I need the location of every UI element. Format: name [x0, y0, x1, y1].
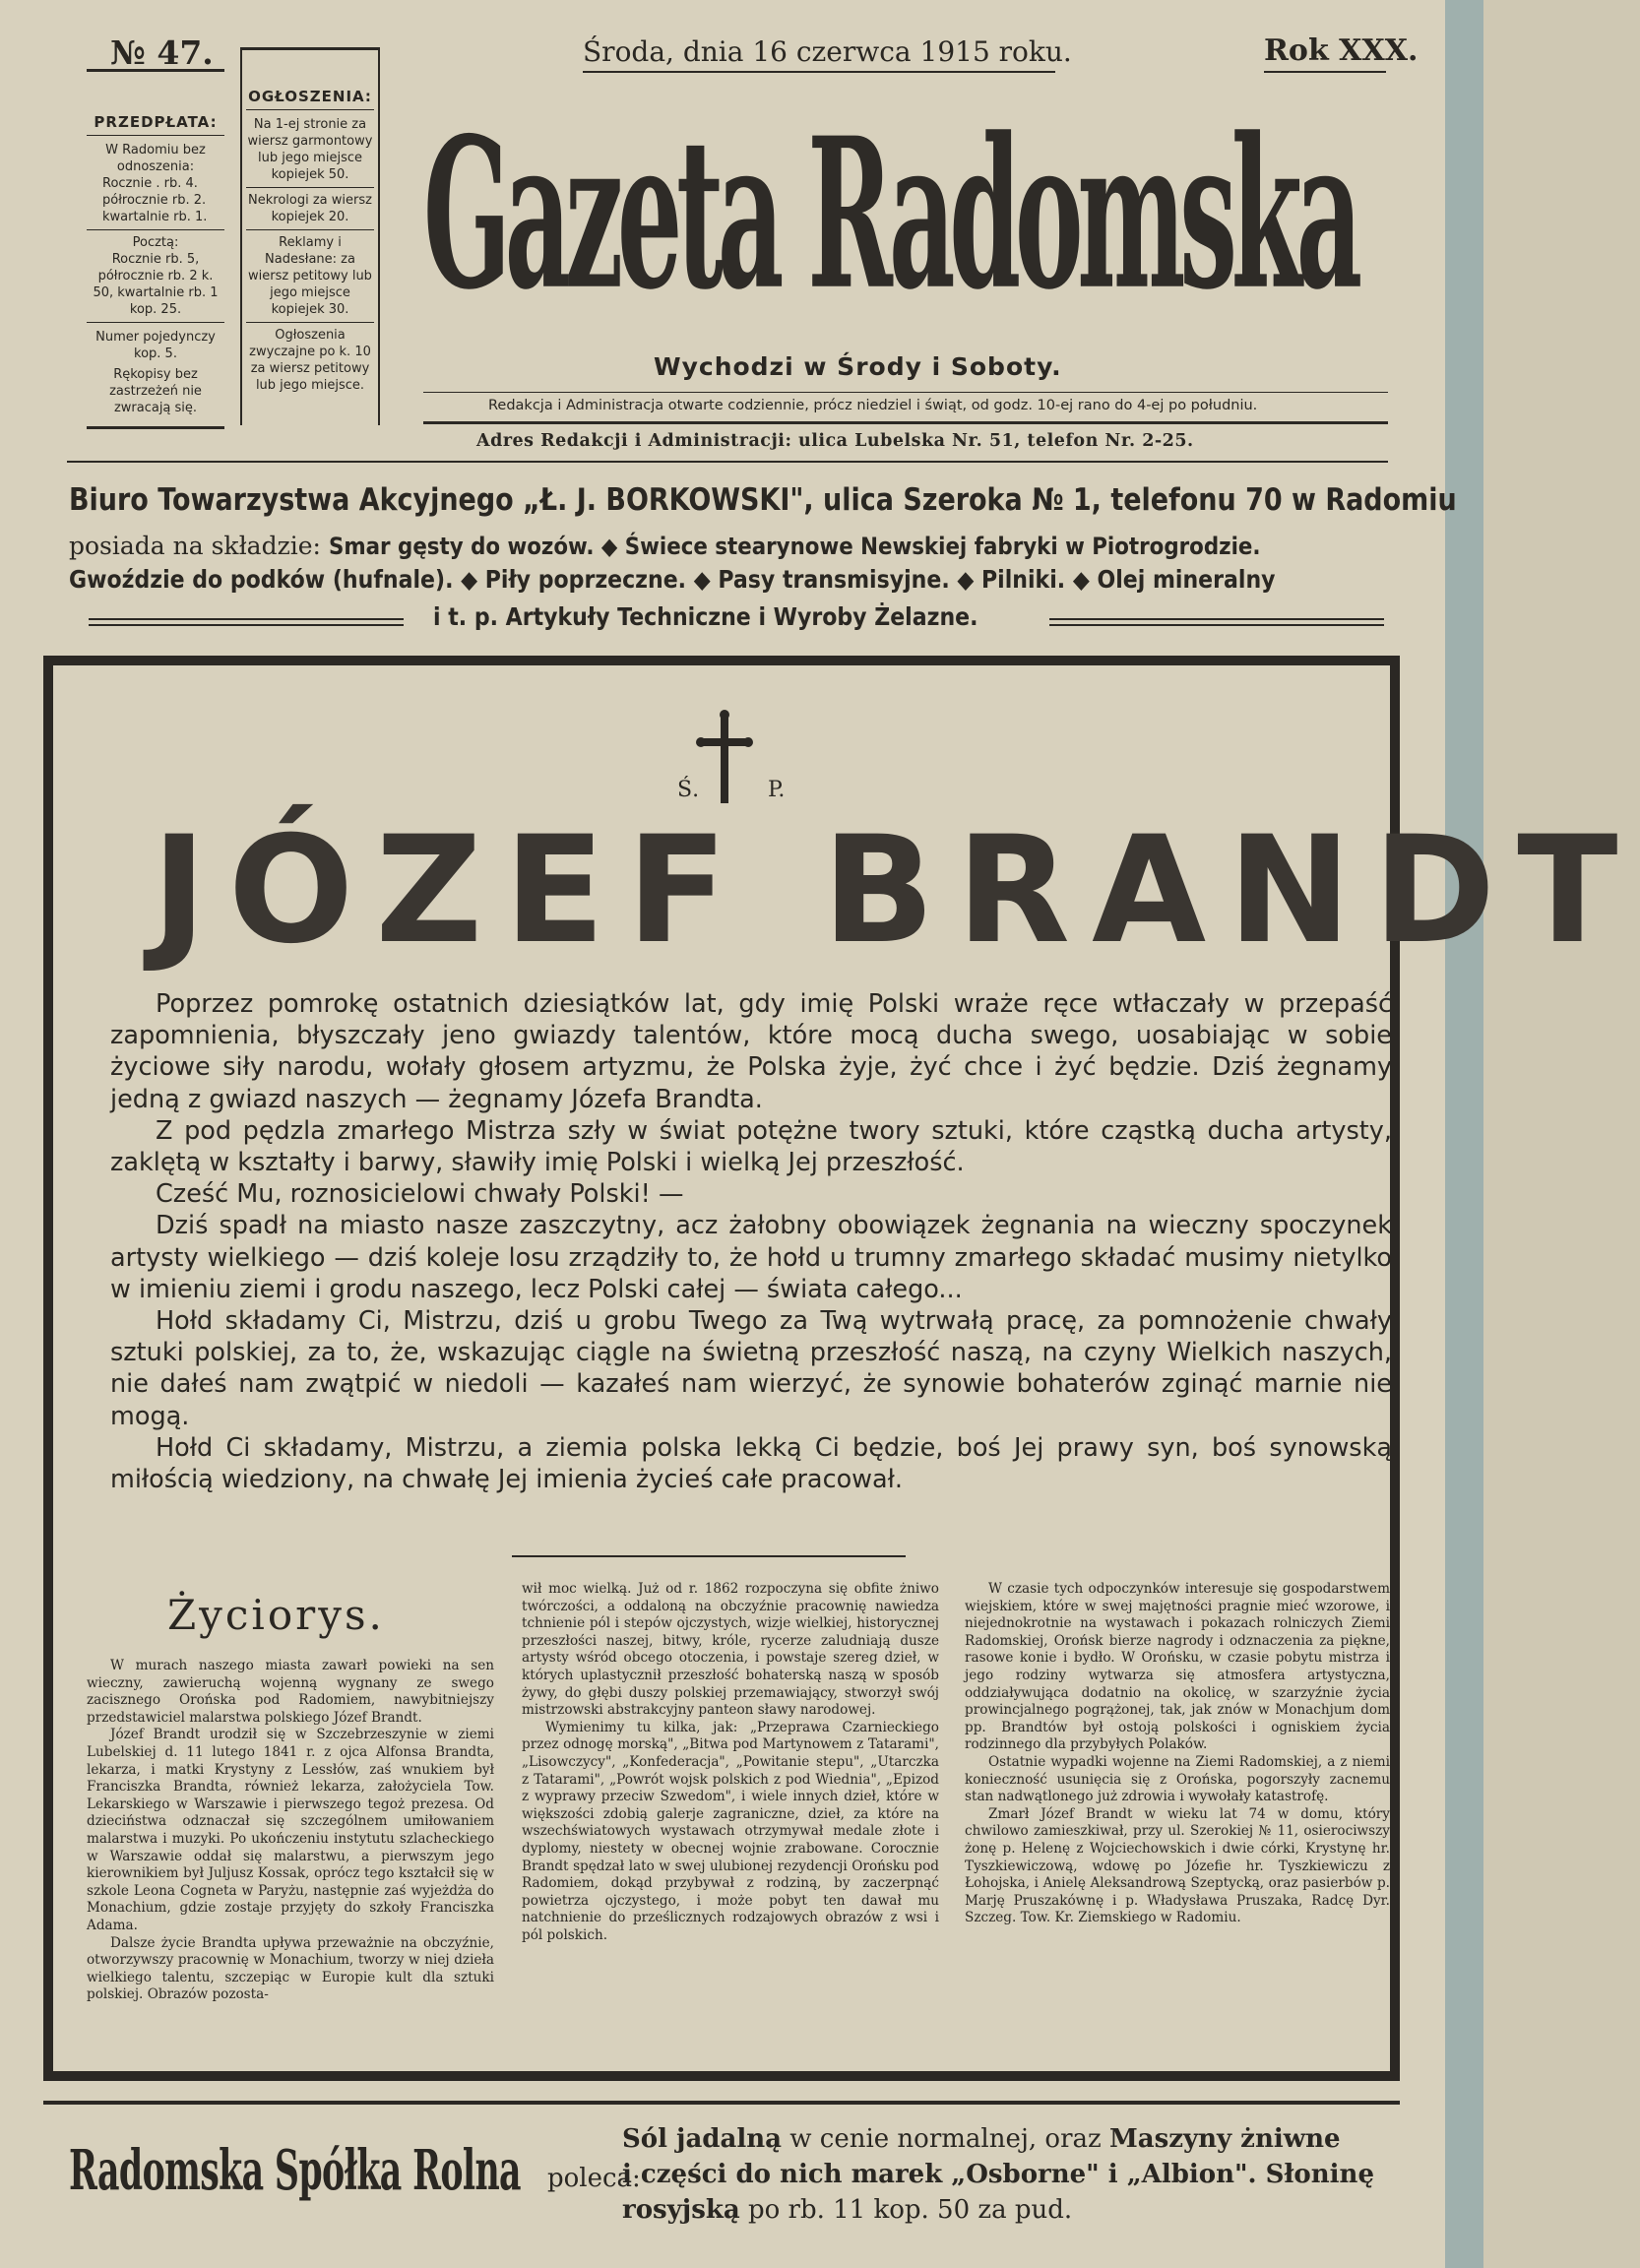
obituary-paragraph: Hołd Ci składamy, Mistrzu, a ziemia polska lekką Ci będzie, boś Jej prawy syn, boś synowską miłością wiedziony, na chwałę Jej imienia życieś całe pracował. — [110, 1432, 1392, 1495]
office-hours: Redakcja i Administracja otwarte codziennie, prócz niedziel i świąt, od godz. 10-ej rano do 4-ej po południu. — [488, 398, 1258, 413]
obituary-paragraph: Z pod pędzla zmarłego Mistrza szły w świat potężne twory sztuki, które cząstką ducha artysty, zaklętą w kształty i barwy, sławiły imię Polski i wielką Jej przeszłość. — [110, 1115, 1392, 1178]
obituary-paragraph: Hołd składamy Ci, Mistrzu, dziś u grobu Twego za Twą wytrwałą pracę, za pomnożenie chwały sztuki polskiej, za to, że, wskazując ciągle na świetną przeszłość naszą, na czyny Wielkich naszych, nie dałeś nam zwątpić w niedoli — kazałeś nam wierzyć, że synowie bohaterów zginąć marnie nie mogą. — [110, 1306, 1392, 1431]
biography-paragraph: W murach naszego miasta zawarł powieki na sen wieczny, zawieruchą wojenną wygnany ze swego zacisznego Orońska pod Radomiem, nawybitniejszy przedstawiciel malarstwa polskiego Józef Brandt. — [87, 1658, 494, 1726]
subscription-title: PRZEDPŁATA: — [87, 113, 224, 136]
footer-price-note: w cenie normalnej, oraz — [789, 2124, 1102, 2154]
borkowski-ad-line-3: Gwoździe do podków (hufnale). ◆ Piły poprzeczne. ◆ Pasy transmisyjne. ◆ Pilniki. ◆ Olej mineralny — [69, 565, 1276, 594]
footer-ad-line-1 — [622, 2124, 1341, 2154]
issue-date: Środa, dnia 16 czerwca 1915 roku. — [583, 35, 1072, 68]
biography-paragraph: Dalsze życie Brandta upływa przeważnie na obczyźnie, otworzywszy pracownię w Monachium, tworzy w niej dzieła wielkiego talentu, szczepiąc w Europie kult dla sztuki polskiej. Obrazów pozosta- — [87, 1934, 494, 2003]
scan-edge — [1445, 0, 1483, 2268]
footer-recommends: poleca: — [547, 2164, 641, 2193]
ads-title: OGŁOSZENIA: — [246, 88, 374, 110]
biography-paragraph: Józef Brandt urodził się w Szczebrzeszynie w ziemi Lubelskiej d. 11 lutego 1841 r. z ojca Alfonsa Brandta, lekarza, i matki Krystyny z Lessłów, zaś wnukiem był Franciszka Brandta, również lekarza, założyciela Tow. Lekarskiego w Warszawie i pierwszego tegoż prezesa. Od dzieciństwa odznaczał się szczególnem umiłowaniem malarstwa i muzyki. Po ukończeniu instytutu szlacheckiego w Warszawie oddał się malarstwu, a pierwszym jego kierownikiem był Juljusz Kossak, oprócz tego kształcił się w szkole Leona Cogneta w Paryżu, następnie zaś wyjeżdża do Monachium, gdzie zostaje przyjęty do szkoły Franciszka Adama. — [87, 1727, 494, 1933]
obituary-text — [110, 988, 1392, 1495]
borkowski-ad-line-4: i t. p. Artykuły Techniczne i Wyroby Żelazne. — [433, 602, 978, 631]
borkowski-ad-lead: posiada na składzie: — [69, 532, 321, 560]
borkowski-ad-line-2 — [69, 532, 1375, 560]
subscription-radom-line-3: kwartalnie rb. 1. — [87, 209, 224, 230]
footer-salt: Sól jadalną — [622, 2124, 782, 2154]
biography-paragraph: Wymienimy tu kilka, jak: „Przeprawa Czarnieckiego przez odnogę morską", „Bitwa pod Martynowem z Tatarami", „Lisowczycy", „Konfederacja", „Powitanie stepu", „Utarczka z Tatarami", „Powrót wojsk polskich z pod Wiednia", „Epizod z wyprawy przeciw Szwedom", i wiele innych dzieł, które w większości zdobią galerje zagraniczne, dzieł, za które na wszechświatowych wystawach otrzymywał medale złote i dyplomy, niestety w obecnej wojnie zrabowane. Corocznie Brandt spędzał lato w swej ulubionej rezydencji Orońsku pod Radomiem, dokąd przybywał z rodziną, by zaczerpnąć powietrza ojczystego, i może pobyt ten dawał mu natchnienie do prześlicznych rodzajowych obrazów z wsi i pól polskich. — [522, 1719, 939, 1943]
sp-left: Ś. — [677, 778, 700, 802]
obituary-paragraph: Cześć Mu, roznosicielowi chwały Polski! — — [156, 1179, 684, 1210]
editorial-address: Adres Redakcji i Administracji: ulica Lubelska Nr. 51, telefon Nr. 2-25. — [476, 431, 1194, 451]
cross-icon — [695, 709, 754, 807]
obituary-paragraph: Dziś spadł na miasto nasze zaszczytny, acz żałobny obowiązek żegnania na wieczny spoczynek artysty wielkiego — dziś koleje losu zrządziły to, że hołd u trumny zmarłego składać musimy nietylko w imieniu ziemi i grodu naszego, lecz Polski całej — świata całego... — [110, 1211, 1392, 1304]
ads-price-box — [240, 47, 380, 425]
sp-right: P. — [768, 778, 786, 802]
footer-bacon-price: po rb. 11 kop. 50 za pud. — [747, 2195, 1073, 2225]
manuscripts-note: Rękopisy bez zastrzeżeń nie zwracają się. — [109, 367, 202, 415]
footer-bacon: rosyjską — [622, 2195, 740, 2225]
ads-first-page: Na 1-ej stronie za wiersz garmontowy lub jego miejsce kopiejek 50. — [246, 116, 374, 188]
obituary-paragraph: Poprzez pomrokę ostatnich dziesiątków lat, gdy imię Polski wraże ręce wtłaczały w przepaść zapomnienia, błyszczały jeno gwiazdy talentów, które mocą ducha swego, uosabiając w sobie życiowe siły narodu, wołały głosem artyzmu, że Polska żyje, żyć chce i żyć będzie. Dziś żegnamy jedną z gwiazd naszych — żegnamy Józefa Brandta. — [110, 989, 1392, 1114]
footer-machines: Maszyny żniwne — [1108, 2124, 1341, 2154]
volume-label: Rok XXX. — [1264, 33, 1419, 68]
biography-paragraph: wił moc wielką. Już od r. 1862 rozpoczyna się obfite żniwo twórczości, a oddaloną na obczyźnie pracownię nawiedza tchnienie pól i stepów ojczystych, wizje wielkiej, historycznej przeszłości naszej, bitwy, króle, rycerze zaludniają dusze artysty wśród obcego otoczenia, i powstaje szereg dzieł, w których uplastycznił przeszłość bohaterską naszą w sposób żywy, do głębi duszy polskiej przemawiający, stworzył swój mistrzowski abstrakcyjny panteon sławy narodowej. — [522, 1581, 939, 1719]
deceased-name: JÓZEF BRANDT — [152, 805, 1640, 976]
subscription-post-text: Rocznie rb. 5, półrocznie rb. 2 k. 50, kwartalnie rb. 1 kop. 25. — [87, 251, 224, 323]
footer-ad-line-3 — [622, 2195, 1072, 2225]
biography-paragraph: Zmarł Józef Brandt w wieku lat 74 w domu, który chwilowo zamieszkiwał, przy ul. Szerokiej № 11, osierociwszy żonę p. Helenę z Wojciechowskich i dwie córki, Krystynę hr. Tyszkiewiczową, wdowę po Józefie hr. Tyszkiewiczu z Łohojska, i Anielę Aleksandrową Szeptycką, oraz pasierbów p. Marję Pruszakównę i p. Władysława Pruszaka, Radcę Dyr. Szczeg. Tow. Kr. Ziemskiego w Radomiu. — [965, 1805, 1390, 1926]
subscription-radom-head: W Radomiu bez odnoszenia: — [105, 143, 206, 174]
biography-column-2 — [522, 1581, 939, 1944]
biography-paragraph: W czasie tych odpoczynków interesuje się gospodarstwem wiejskiem, które w swej majętności pragnie mieć wzorowe, i niejednokrotnie na wystawach i pokazach rolniczych Ziemi Radomskiej, Orońsk bierze nagrody i odznaczenia za piękne, rasowe konie i bydło. W Orońsku, w czasie pobytu mistrza i jego rodziny wytwarza się atmosfera artystyczna, oddziaływująca dodatnio na okolicę, w szarzyźnie życia prowincjalnego pogrążonej, tak, jak znów w Monachjum dom pp. Brandtów był ostoją polskości i ogniskiem życia rodzinnego dla przybyłych Polaków. — [965, 1581, 1390, 1753]
masthead-subtitle: Wychodzi w Środy i Soboty. — [654, 352, 1062, 381]
subscription-radom-line-2: półrocznie rb. 2. — [102, 193, 207, 208]
single-issue-price: Numer pojedynczy kop. 5. — [95, 330, 216, 361]
biography-column-1 — [87, 1658, 494, 2004]
borkowski-ad-products-1: Smar gęsty do wozów. ◆ Świece stearynowe Newskiej fabryki w Piotrogrodzie. — [328, 533, 1261, 560]
footer-ad-line-2: i części do nich marek „Osborne" i „Albion". Słoninę — [622, 2160, 1375, 2189]
biography-heading: Życiorys. — [167, 1591, 385, 1639]
borkowski-ad-line-1: Biuro Towarzystwa Akcyjnego „Ł. J. BORKOWSKI", ulica Szeroka № 1, telefonu 70 w Radomiu — [69, 482, 1457, 518]
ads-notices: Reklamy i Nadesłane: za wiersz petitowy lub jego miejsce kopiejek 30. — [246, 234, 374, 323]
biography-paragraph: Ostatnie wypadki wojenne na Ziemi Radomskiej, a z niemi konieczność usunięcia się z Orońska, pogorszyły zacnemu stan nadwątlonego już zdrowia i wywołały katastrofę. — [965, 1753, 1390, 1805]
subscription-box — [87, 69, 224, 429]
ads-obituaries: Nekrologi za wiersz kopiejek 20. — [246, 192, 374, 230]
subscription-post-head: Pocztą: — [132, 235, 179, 250]
subscription-radom-line-1: Rocznie . rb. 4. — [102, 176, 198, 191]
footer-company-name: Radomska Spółka Rolna — [69, 2138, 521, 2203]
masthead-title: Gazeta Radomska — [423, 92, 1356, 336]
issue-number: № 47. — [110, 33, 214, 72]
ads-ordinary: Ogłoszenia zwyczajne po k. 10 za wiersz petitowy lub jego miejsce. — [249, 328, 371, 393]
biography-column-3 — [965, 1581, 1390, 1927]
